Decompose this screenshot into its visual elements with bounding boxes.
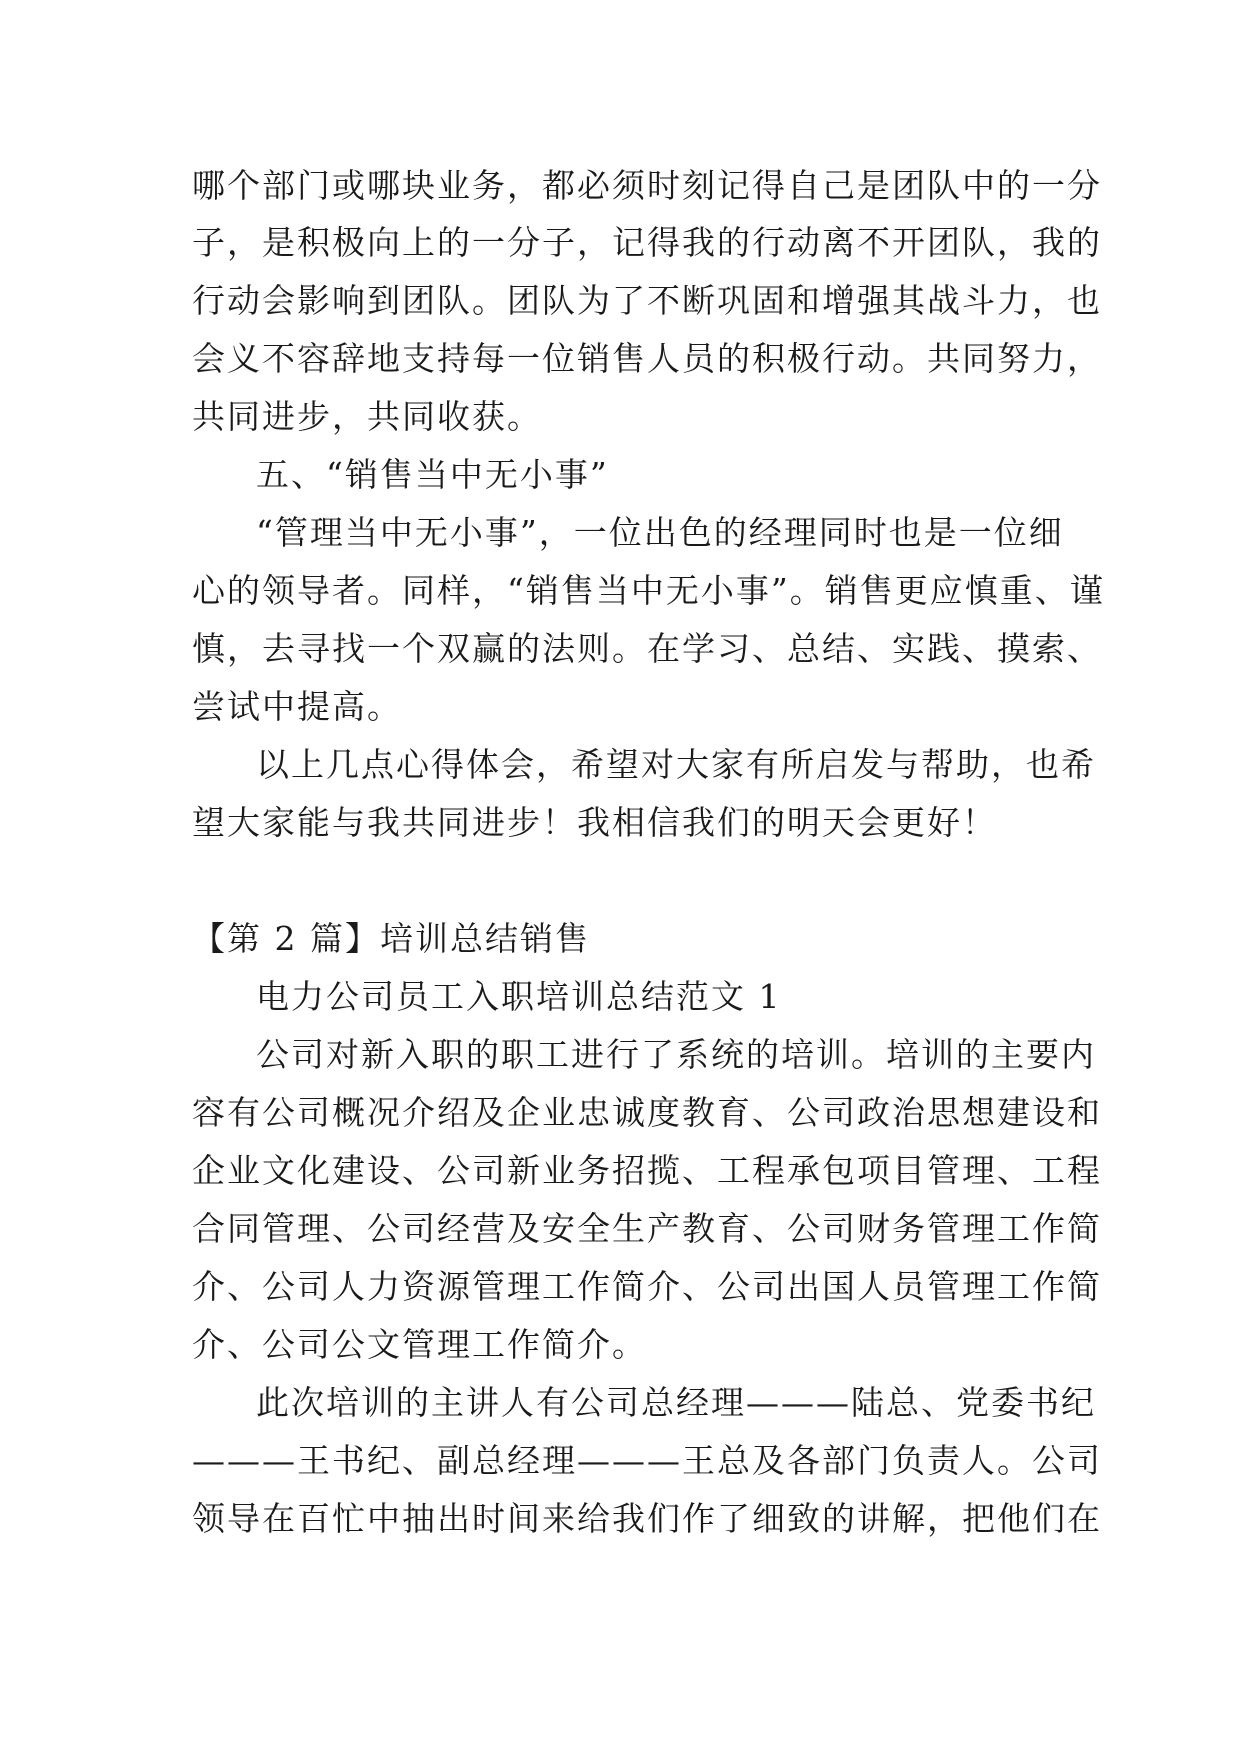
paragraph-line: 会义不容辞地支持每一位销售人员的积极行动。共同努力， [192, 339, 1102, 378]
paragraph-line: 哪个部门或哪块业务，都必须时刻记得自己是团队中的一分 [192, 166, 1102, 205]
paragraph-line: “管理当中无小事”，一位出色的经理同时也是一位细 [256, 513, 1064, 552]
article-heading: 【第 2 篇】培训总结销售 [192, 919, 590, 958]
paragraph-line: 介、公司公文管理工作简介。 [192, 1325, 647, 1364]
paragraph-line: 此次培训的主讲人有公司总经理———陆总、党委书纪 [256, 1383, 1096, 1422]
paragraph-line: 合同管理、公司经营及安全生产教育、公司财务管理工作简 [192, 1209, 1102, 1248]
section-heading: 五、“销售当中无小事” [256, 455, 609, 494]
paragraph-line: 望大家能与我共同进步！我相信我们的明天会更好！ [192, 803, 997, 842]
paragraph-line: ———王书纪、副总经理———王总及各部门负责人。公司 [192, 1441, 1102, 1480]
paragraph-line: 尝试中提高。 [192, 687, 402, 726]
paragraph-line: 共同进步，共同收获。 [192, 397, 542, 436]
paragraph-line: 企业文化建设、公司新业务招揽、工程承包项目管理、工程 [192, 1151, 1102, 1190]
paragraph-line: 介、公司人力资源管理工作简介、公司出国人员管理工作简 [192, 1267, 1102, 1306]
paragraph-line: 公司对新入职的职工进行了系统的培训。培训的主要内 [256, 1035, 1096, 1074]
paragraph-line: 子，是积极向上的一分子，记得我的行动离不开团队，我的 [192, 223, 1102, 262]
paragraph-line: 慎，去寻找一个双赢的法则。在学习、总结、实践、摸索、 [192, 629, 1102, 668]
article-title: 电力公司员工入职培训总结范文 1 [256, 977, 782, 1016]
paragraph-line: 领导在百忙中抽出时间来给我们作了细致的讲解，把他们在 [192, 1499, 1102, 1538]
paragraph-line: 行动会影响到团队。团队为了不断巩固和增强其战斗力，也 [192, 281, 1102, 320]
paragraph-line: 容有公司概况介绍及企业忠诚度教育、公司政治思想建设和 [192, 1093, 1102, 1132]
paragraph-line: 以上几点心得体会，希望对大家有所启发与帮助，也希 [256, 745, 1096, 784]
paragraph-line: 心的领导者。同样，“销售当中无小事”。销售更应慎重、谨 [192, 571, 1105, 610]
